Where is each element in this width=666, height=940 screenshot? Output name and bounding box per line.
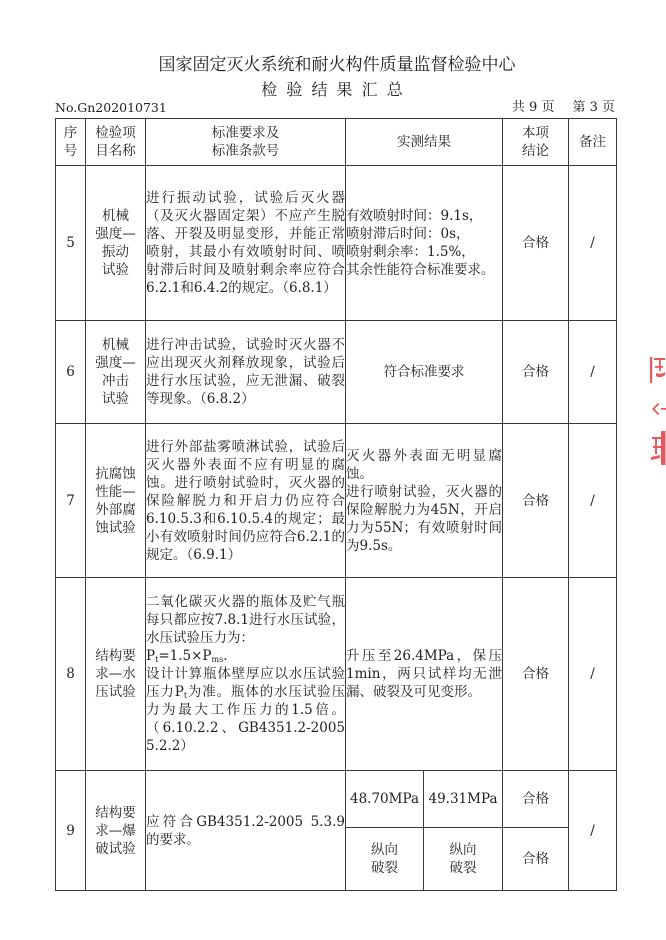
rupture-line: 纵向 [371,842,398,858]
item-name-cell [86,424,146,578]
remark-cell: / [569,424,617,578]
col-conclusion-header [503,119,569,166]
standard-text: 进行外部盐雾喷淋试验，试验后灭火器外表面不应有明显的腐蚀。进行喷射试验时，灭火器的保险解脱力和开启力仍应符合6.10.5.3和6.10.5.4的规定；最小有效喷射时间仍应符合6.2.1的规定。（6.9.1） [146,438,345,563]
item-name-line: 机械 [102,208,129,224]
item-name-line: 蚀试验 [95,519,136,536]
item-name-cell [86,771,146,891]
item-name-line: 破试验 [95,840,136,857]
item-name-line: 抗腐蚀 [95,465,136,482]
item-name-cell [86,321,146,424]
design-subscript: t [183,691,188,700]
rupture-line: 纵向 [449,842,477,858]
item-name-line: 机械 [102,337,129,353]
result-paragraph: 进行喷射试验，灭火器的保险解脱力为45N，开启力为55N；有效喷射时间为9.5s。 [346,483,502,554]
result-line: 喷射滞后时间：0s， [346,226,470,242]
result-line: 喷射剩余率：1.5%， [346,244,475,260]
standard-text: 进行振动试验，试验后灭火器（及灭火器固定架）不应产生脱落、开裂及明显变形，并能正常喷射，其最小有效喷射时间、喷射滞后时间及喷射剩余率应符合6.2.1和6.4.2的规定。（6.8.1） [146,190,345,296]
remark-cell: / [569,321,617,424]
standard-cell [146,321,346,424]
result-paragraph: 灭火器外表面无明显腐蚀。 [346,447,502,482]
table-row [56,578,617,771]
col-item-header-line: 检验项 [95,125,136,141]
col-remark-header: 备注 [569,119,617,166]
item-name-line: 结构要 [95,648,136,664]
formula-part: P [146,648,156,664]
formula-subscript: ms [211,655,224,664]
col-item-header [86,119,146,166]
conclusion-cell: 合格 [503,321,569,424]
conclusion-cell: 合格 [503,166,569,321]
standard-design [146,665,345,755]
item-name-line: 强度— [95,355,136,371]
seal-fragment [646,345,666,470]
design-text: 为准。瓶体的水压试验压力为最大工作压力的1.5倍。（6.10.2.2、GB4351.2-2005 5.2.2） [146,684,345,754]
table-row [56,424,617,578]
item-name-cell [86,166,146,321]
col-conclusion-header-line: 本项 [522,125,549,141]
rupture-mode-sample-2 [424,828,503,891]
result-paragraph: 升压至26.4MPa，保压1min，两只试样均无泄漏、破裂及可见变形。 [346,648,502,700]
col-seq-header-line: 号 [63,143,78,159]
page-info [512,100,615,116]
col-standard-header-line: 标准要求及 [211,125,280,141]
standard-text: 进行冲击试验，试验时灭火器不应出现灭火剂释放现象，试验后进行水压试验，应无泄漏、破裂等现象。（6.8.2） [146,337,345,407]
pressure-formula [146,647,345,665]
measured-result-cell: 符合标准要求 [346,321,503,424]
organization-name: 国家固定灭火系统和耐火构件质量监督检验中心 [158,55,516,75]
item-name-line: 强度— [95,226,136,242]
col-conclusion-header-line: 结论 [522,143,549,159]
table-row [56,166,617,321]
seq-cell: 7 [56,424,86,578]
seq-cell: 6 [56,321,86,424]
item-name-line: 性能— [95,483,136,500]
item-name-line: 试验 [102,262,129,278]
document-title: 检 验 结 果 汇 总 [261,80,405,99]
remark-cell: / [569,166,617,321]
seq-cell: 5 [56,166,86,321]
seq-cell: 9 [56,771,86,891]
burst-pressure-sample-2: 49.31MPa [424,771,503,828]
formula-part: =1.5×P [158,648,212,664]
conclusion-cell: 合格 [503,771,569,828]
item-name-line: 试验 [102,391,129,407]
conclusion-cell: 合格 [503,828,569,891]
item-name-line: 振动 [102,244,129,260]
standard-text: 应符合GB4351.2-2005 5.3.9的要求。 [146,813,345,848]
current-page: 第 3 页 [572,100,615,115]
total-pages: 共 9 页 [511,100,555,115]
table-row [56,321,617,424]
report-number: No.Gn202010731 [55,100,167,115]
col-standard-header-line: 标准条款号 [211,143,280,159]
design-text: 设计计算瓶体壁厚应以水压试验压力P [146,666,345,700]
formula-subscript: t [155,655,159,664]
results-table [55,118,617,891]
item-name-cell [86,578,146,771]
header-row [56,119,617,166]
measured-result-cell [346,166,503,321]
table-row [56,771,617,828]
formula-part: . [223,648,228,664]
item-name-line: 求—水 [95,666,136,682]
standard-cell [146,578,346,771]
item-name-line: 压试验 [95,684,136,700]
measured-result-cell [346,578,503,771]
col-seq-header [56,119,86,166]
col-standard-header [146,119,346,166]
result-line: 有效喷射时间：9.1s， [346,208,483,224]
item-name-line: 冲击 [102,373,129,389]
col-seq-header-line: 序 [63,125,78,141]
result-line: 其余性能符合标准要求。 [346,262,495,278]
standard-cell [146,771,346,891]
item-name-line: 求—爆 [95,822,136,839]
remark-cell: / [569,771,617,891]
remark-cell: / [569,578,617,771]
standard-intro: 二氧化碳灭火器的瓶体及贮气瓶每只都应按7.8.1进行水压试验，水压试验压力为： [146,594,345,646]
standard-cell [146,166,346,321]
measured-result-cell [346,424,503,578]
rupture-line: 破裂 [371,860,398,876]
conclusion-cell: 合格 [503,424,569,578]
col-result-header: 实测结果 [346,119,503,166]
item-name-line: 结构要 [95,804,136,821]
burst-pressure-sample-1: 48.70MPa [346,771,424,828]
conclusion-cell: 合格 [503,578,569,771]
item-name-line: 外部腐 [95,501,136,518]
rupture-mode-sample-1 [346,828,424,891]
seq-cell: 8 [56,578,86,771]
standard-cell [146,424,346,578]
col-item-header-line: 目名称 [95,143,136,159]
rupture-line: 破裂 [449,860,477,876]
